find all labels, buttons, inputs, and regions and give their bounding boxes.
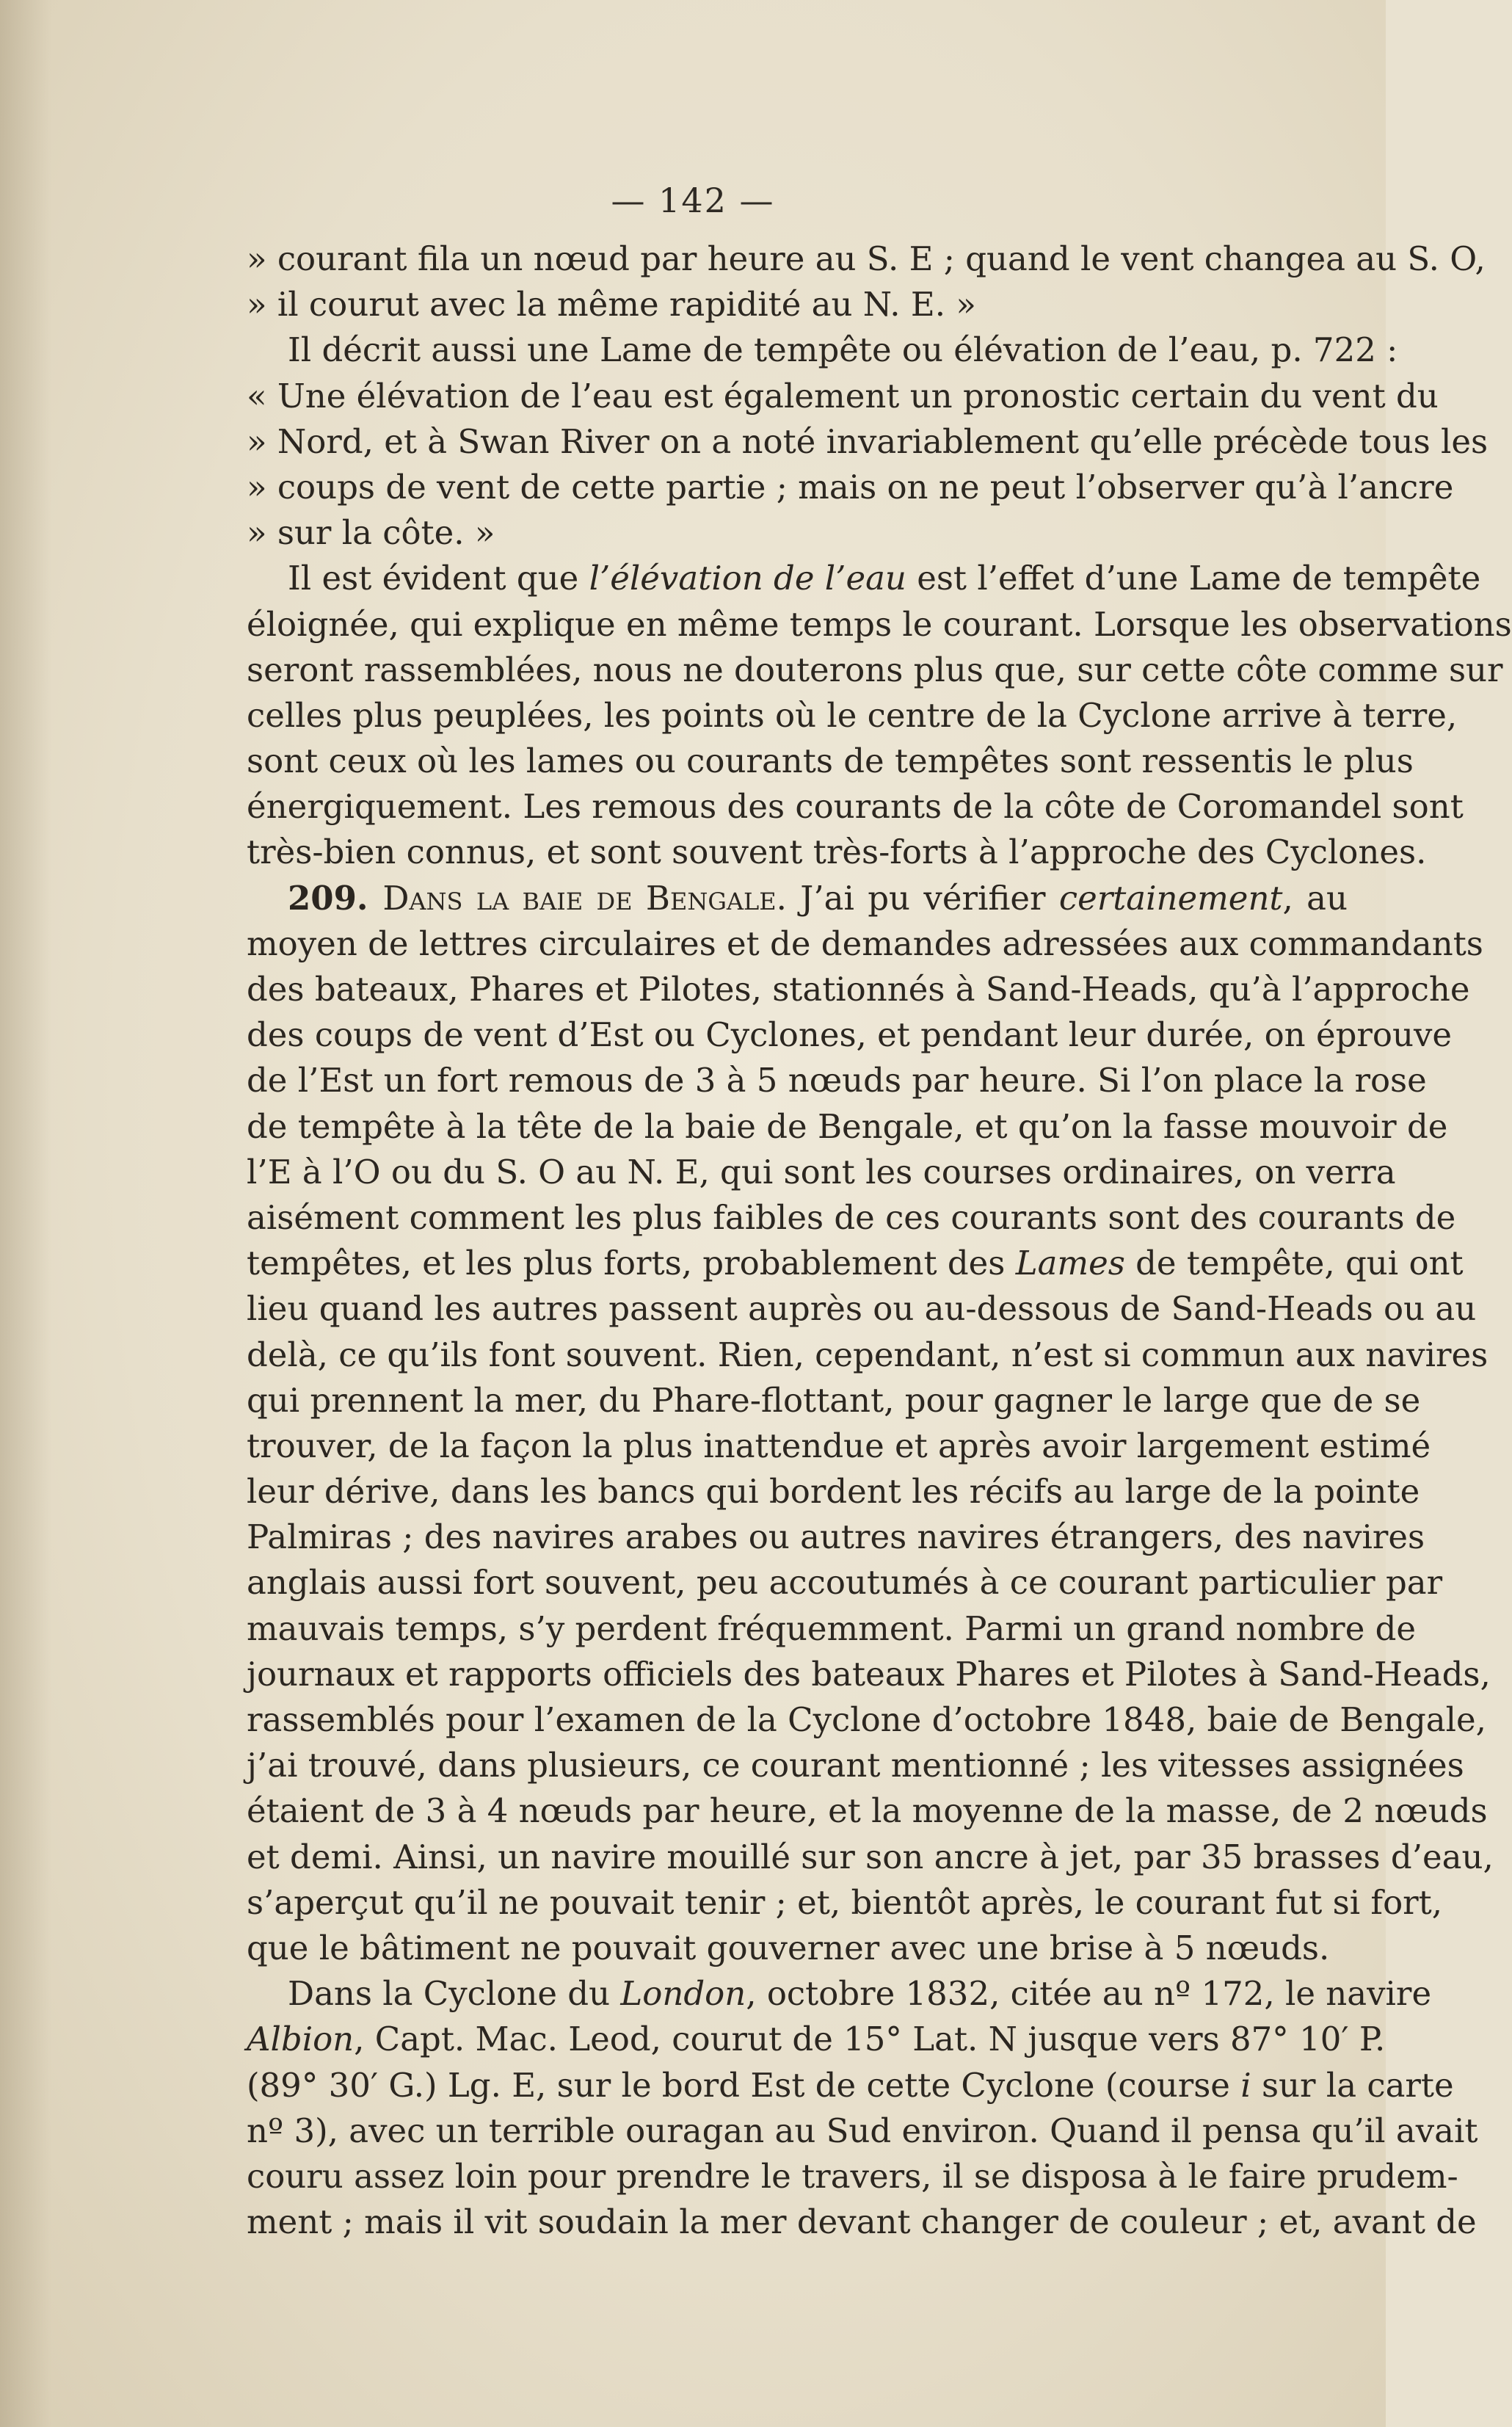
text-line: rassemblés pour l’examen de la Cyclone d’octobre 1848, baie de Bengale, xyxy=(247,1700,1486,1739)
text-span: London xyxy=(620,1974,746,2014)
text-line: « Une élévation de l’eau est également un pronostic certain du vent du xyxy=(247,376,1439,416)
text-span: , au xyxy=(1282,878,1348,918)
text-line: » il courut avec la même rapidité au N. E. » xyxy=(247,285,976,324)
text-line: des bateaux, Phares et Pilotes, stationnés à Sand-Heads, qu’à l’approche xyxy=(247,970,1470,1009)
binding-shadow xyxy=(0,0,51,2427)
text-span: l’élévation de l’eau xyxy=(589,559,906,598)
text-span: , octobre 1832, citée au nº 172, le navire xyxy=(746,1974,1432,2014)
body-text xyxy=(247,236,1512,2245)
text-line: très-bien connus, et sont souvent très-forts à l’approche des Cyclones. xyxy=(247,832,1427,872)
text-span: Il est évident que xyxy=(288,559,589,598)
text-line: mauvais temps, s’y perdent fréquemment. Parmi un grand nombre de xyxy=(247,1608,1417,1648)
text-span: est l’effet d’une Lame de tempête xyxy=(906,559,1481,598)
text-span: Dans la Cyclone du xyxy=(288,1974,621,2014)
text-line: journaux et rapports officiels des bateaux Phares et Pilotes à Sand-Heads, xyxy=(247,1654,1491,1694)
text-span: de tempête, qui ont xyxy=(1124,1244,1464,1283)
text-line: énergiquement. Les remous des courants de la côte de Coromandel sont xyxy=(247,787,1464,827)
page-number: — 142 — xyxy=(611,181,775,220)
text-span: (89° 30′ G.) Lg. E, sur le bord Est de cette Cyclone (course xyxy=(247,2065,1241,2105)
text-span: J’ai pu vérifier xyxy=(786,878,1059,918)
text-line: Palmiras ; des navires arabes ou autres navires étrangers, des navires xyxy=(247,1517,1425,1557)
text-line: j’ai trouvé, dans plusieurs, ce courant mentionné ; les vitesses assignées xyxy=(247,1746,1464,1785)
text-line xyxy=(247,556,1481,601)
text-line: aisément comment les plus faibles de ces courants sont des courants de xyxy=(247,1197,1456,1237)
text-line: Il décrit aussi une Lame de tempête ou élévation de l’eau, p. 722 : xyxy=(288,330,1398,370)
text-line xyxy=(247,2063,1454,2108)
text-line: éloignée, qui explique en même temps le courant. Lorsque les observations xyxy=(247,604,1512,644)
text-line: » coups de vent de cette partie ; mais on ne peut l’observer qu’à l’ancre xyxy=(247,467,1454,507)
text-line: » Nord, et à Swan River on a noté invariablement qu’elle précède tous les xyxy=(247,421,1489,461)
text-line xyxy=(247,1241,1464,1286)
text-line: des coups de vent d’Est ou Cyclones, et pendant leur durée, on éprouve xyxy=(247,1015,1453,1055)
text-line: nº 3), avec un terrible ouragan au Sud environ. Quand il pensa qu’il avait xyxy=(247,2111,1478,2150)
text-line: qui prennent la mer, du Phare-flottant, pour gagner le large que de se xyxy=(247,1380,1421,1420)
text-line: seront rassemblées, nous ne douterons plus que, sur cette côte comme sur xyxy=(247,650,1503,689)
text-span: tempêtes, et les plus forts, probablement des xyxy=(247,1244,1016,1283)
text-line: étaient de 3 à 4 nœuds par heure, et la moyenne de la masse, de 2 nœuds xyxy=(247,1791,1488,1831)
text-line: leur dérive, dans les bancs qui bordent les récifs au large de la pointe xyxy=(247,1472,1420,1512)
text-line: sont ceux où les lames ou courants de tempêtes sont ressentis le plus xyxy=(247,741,1414,781)
text-line: delà, ce qu’ils font souvent. Rien, cependant, n’est si commun aux navires xyxy=(247,1335,1489,1374)
text-span: sur la carte xyxy=(1251,2065,1454,2105)
text-line xyxy=(247,876,1348,921)
text-line: anglais aussi fort souvent, peu accoutumés à ce courant particulier par xyxy=(247,1563,1443,1603)
text-line: que le bâtiment ne pouvait gouverner avec une brise à 5 nœuds. xyxy=(247,1928,1330,1967)
text-span: , Capt. Mac. Leod, courut de 15° Lat. N jusque vers 87° 10′ P. xyxy=(354,2020,1386,2059)
text-span: Albion xyxy=(247,2020,355,2059)
text-line: s’aperçut qu’il ne pouvait tenir ; et, bientôt après, le courant fut si fort, xyxy=(247,1882,1443,1922)
text-line: couru assez loin pour prendre le travers, il se disposa à le faire prudem- xyxy=(247,2156,1458,2196)
text-line xyxy=(247,2017,1386,2062)
text-line: de tempête à la tête de la baie de Bengale, et qu’on la fasse mouvoir de xyxy=(247,1106,1448,1146)
text-span: Lames xyxy=(1015,1244,1125,1283)
text-line: et demi. Ainsi, un navire mouillé sur son ancre à jet, par 35 brasses d’eau, xyxy=(247,1837,1494,1876)
text-line: » sur la côte. » xyxy=(247,513,495,553)
text-line: lieu quand les autres passent auprès ou au-dessous de Sand-Heads ou au xyxy=(247,1289,1477,1329)
text-line: trouver, de la façon la plus inattendue et après avoir largement estimé xyxy=(247,1426,1431,1465)
text-span: 209. xyxy=(288,878,383,918)
text-line: l’E à l’O ou du S. O au N. E, qui sont les courses ordinaires, on verra xyxy=(247,1152,1396,1191)
text-line xyxy=(247,1971,1432,2017)
text-line: moyen de lettres circulaires et de demandes adressées aux commandants xyxy=(247,924,1483,963)
text-line: celles plus peuplées, les points où le centre de la Cyclone arrive à terre, xyxy=(247,695,1458,735)
text-span: certainement xyxy=(1058,878,1283,918)
text-span: Dans la baie de Bengale. xyxy=(382,878,787,918)
text-line: » courant fila un nœud par heure au S. E ; quand le vent changea au S. O, xyxy=(247,239,1486,278)
text-line: ment ; mais il vit soudain la mer devant changer de couleur ; et, avant de xyxy=(247,2202,1477,2242)
text-span: i xyxy=(1240,2065,1251,2105)
text-line: de l’Est un fort remous de 3 à 5 nœuds par heure. Si l’on place la rose xyxy=(247,1061,1427,1100)
